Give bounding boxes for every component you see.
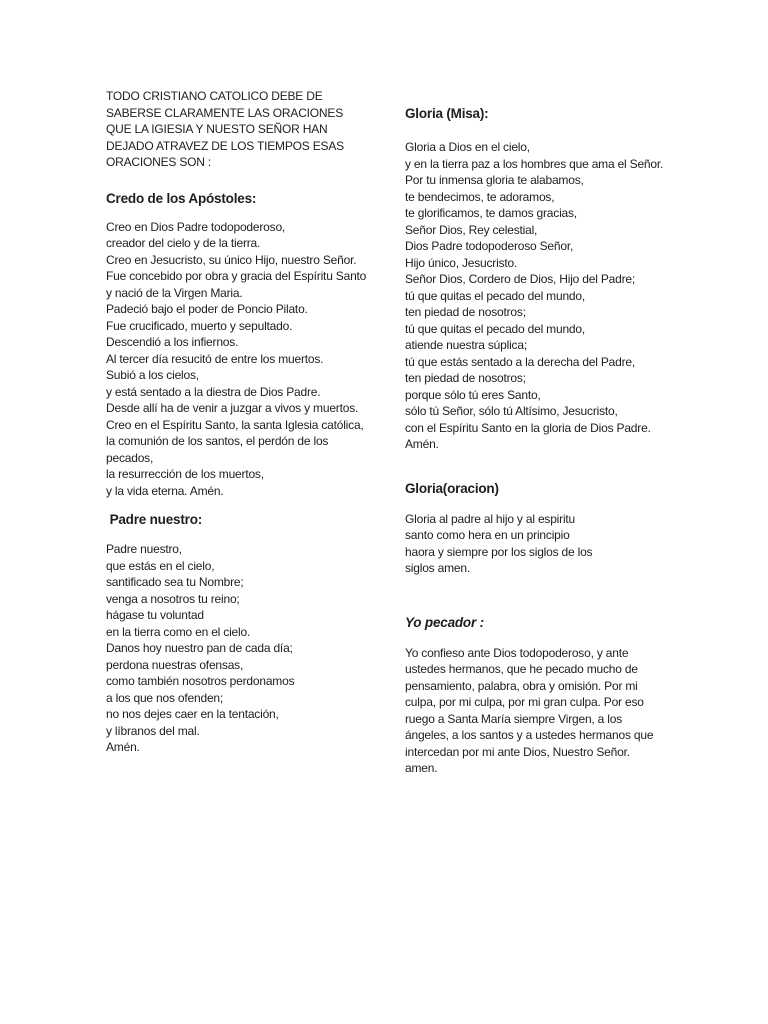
text-line: y la vida eterna. Amén. <box>106 483 224 498</box>
padre-nuestro-paragraph <box>106 541 406 756</box>
text-line: perdona nuestras ofensas, <box>106 657 244 672</box>
text-line: Al tercer día resucitó de entre los muertos. <box>106 351 324 366</box>
text-line: y en la tierra paz a los hombres que ama el Señor. <box>405 156 664 171</box>
text-line: intercedan por mi ante Dios, Nuestro Señor. <box>405 744 630 759</box>
text-line: Fue crucificado, muerto y sepultado. <box>106 318 293 333</box>
text-line: y líbranos del mal. <box>106 723 200 738</box>
text-line: te glorificamos, te damos gracias, <box>405 206 577 220</box>
text-line: ten piedad de nosotros; <box>405 371 526 385</box>
text-line: tú que quitas el pecado del mundo, <box>405 288 586 303</box>
text-line: con el Espíritu Santo en la gloria de Dios Padre. <box>405 420 651 435</box>
text-line: la resurrección de los muertos, <box>106 467 264 481</box>
gloria-misa-paragraph <box>405 139 717 453</box>
text-line: Gloria a Dios en el cielo, <box>405 140 530 154</box>
text-line: que estás en el cielo, <box>106 558 215 573</box>
text-line: Desde allí ha de venir a juzgar a vivos y muertos. <box>106 401 359 415</box>
text-line: ustedes hermanos, que he pecado mucho de <box>405 662 638 676</box>
text-line: culpa, por mi culpa, por mi gran culpa. Por eso <box>405 695 644 709</box>
text-line: sólo tú Señor, sólo tú Altísimo, Jesucristo, <box>405 404 618 418</box>
text-line: Señor Dios, Rey celestial, <box>405 222 538 237</box>
text-line: pensamiento, palabra, obra y omisión. Por mi <box>405 678 638 693</box>
text-line: TODO CRISTIANO CATOLICO DEBE DE <box>106 89 323 103</box>
text-line: la comunión de los santos, el perdón de los <box>106 434 329 448</box>
text-line: ángeles, a los santos y a ustedes hermanos que <box>405 728 654 742</box>
text-line: DEJADO ATRAVEZ DE LOS TIEMPOS ESAS <box>106 138 344 153</box>
text-line: Creo en Dios Padre todopoderoso, <box>106 219 286 234</box>
text-line: como también nosotros perdonamos <box>106 674 295 688</box>
text-line: Por tu inmensa gloria te alabamos, <box>405 173 584 187</box>
credo-paragraph <box>106 219 406 500</box>
text-line: tú que estás sentado a la derecha del Padre, <box>405 354 636 369</box>
text-line: SABERSE CLARAMENTE LAS ORACIONES <box>106 105 343 120</box>
intro-paragraph <box>106 88 406 171</box>
text-line: porque sólo tú eres Santo, <box>405 387 541 402</box>
text-line: venga a nosotros tu reino; <box>106 591 240 606</box>
section-heading-gloria-oracion: Gloria(oracion) <box>405 480 499 496</box>
right-column <box>405 105 717 777</box>
section-heading-yo-pecador: Yo pecador : <box>405 614 484 630</box>
text-line: pecados, <box>106 450 154 465</box>
text-line: Creo en el Espíritu Santo, la santa Iglesia católica, <box>106 417 364 432</box>
text-line: amen. <box>405 761 438 775</box>
text-line: Amén. <box>106 740 140 754</box>
text-line: ORACIONES SON : <box>106 155 212 169</box>
text-line: Fue concebido por obra y gracia del Espíritu Santo <box>106 269 367 283</box>
text-line: ruego a Santa María siempre Virgen, a los <box>405 711 623 726</box>
text-line: Subió a los cielos, <box>106 368 199 382</box>
text-line: Gloria al padre al hijo y al espiritu <box>405 511 576 526</box>
text-line: Padeció bajo el poder de Poncio Pilato. <box>106 302 308 316</box>
text-line: Creo en Jesucristo, su único Hijo, nuestro Señor. <box>106 252 357 267</box>
text-line: haora y siempre por los siglos de los <box>405 544 593 559</box>
text-line: te bendecimos, te adoramos, <box>405 189 555 204</box>
text-line: no nos dejes caer en la tentación, <box>106 707 279 721</box>
text-line: Descendió a los infiernos. <box>106 335 239 349</box>
text-line: ten piedad de nosotros; <box>405 305 526 319</box>
section-heading-padre-nuestro: Padre nuestro: <box>106 512 203 527</box>
text-line: Padre nuestro, <box>106 542 182 556</box>
text-line: Hijo único, Jesucristo. <box>405 255 518 270</box>
text-line: atiende nuestra súplica; <box>405 338 527 352</box>
text-line: Yo confieso ante Dios todopoderoso, y ante <box>405 645 629 660</box>
text-line: santo como hera en un principio <box>405 528 570 542</box>
gloria-oracion-paragraph <box>405 511 717 577</box>
text-line: Amén. <box>405 437 439 451</box>
text-line: creador del cielo y de la tierra. <box>106 236 261 250</box>
text-line: y está sentado a la diestra de Dios Padre. <box>106 384 321 399</box>
text-line: Dios Padre todopoderoso Señor, <box>405 239 574 253</box>
yo-pecador-paragraph <box>405 645 717 777</box>
left-column <box>106 88 406 756</box>
text-line: y nació de la Virgen Maria. <box>106 285 243 300</box>
text-line: santificado sea tu Nombre; <box>106 575 244 589</box>
text-line: en la tierra como en el cielo. <box>106 624 251 639</box>
text-line: Señor Dios, Cordero de Dios, Hijo del Padre; <box>405 272 635 286</box>
text-line: QUE LA IGIESIA Y NUESTO SEÑOR HAN <box>106 122 328 136</box>
text-line: siglos amen. <box>405 561 470 575</box>
section-heading-gloria-misa: Gloria (Misa): <box>405 106 489 121</box>
section-heading-credo: Credo de los Apóstoles: <box>106 190 257 206</box>
text-line: tú que quitas el pecado del mundo, <box>405 321 586 336</box>
text-line: hágase tu voluntad <box>106 608 204 622</box>
text-line: Danos hoy nuestro pan de cada día; <box>106 641 293 655</box>
text-line: a los que nos ofenden; <box>106 690 224 705</box>
